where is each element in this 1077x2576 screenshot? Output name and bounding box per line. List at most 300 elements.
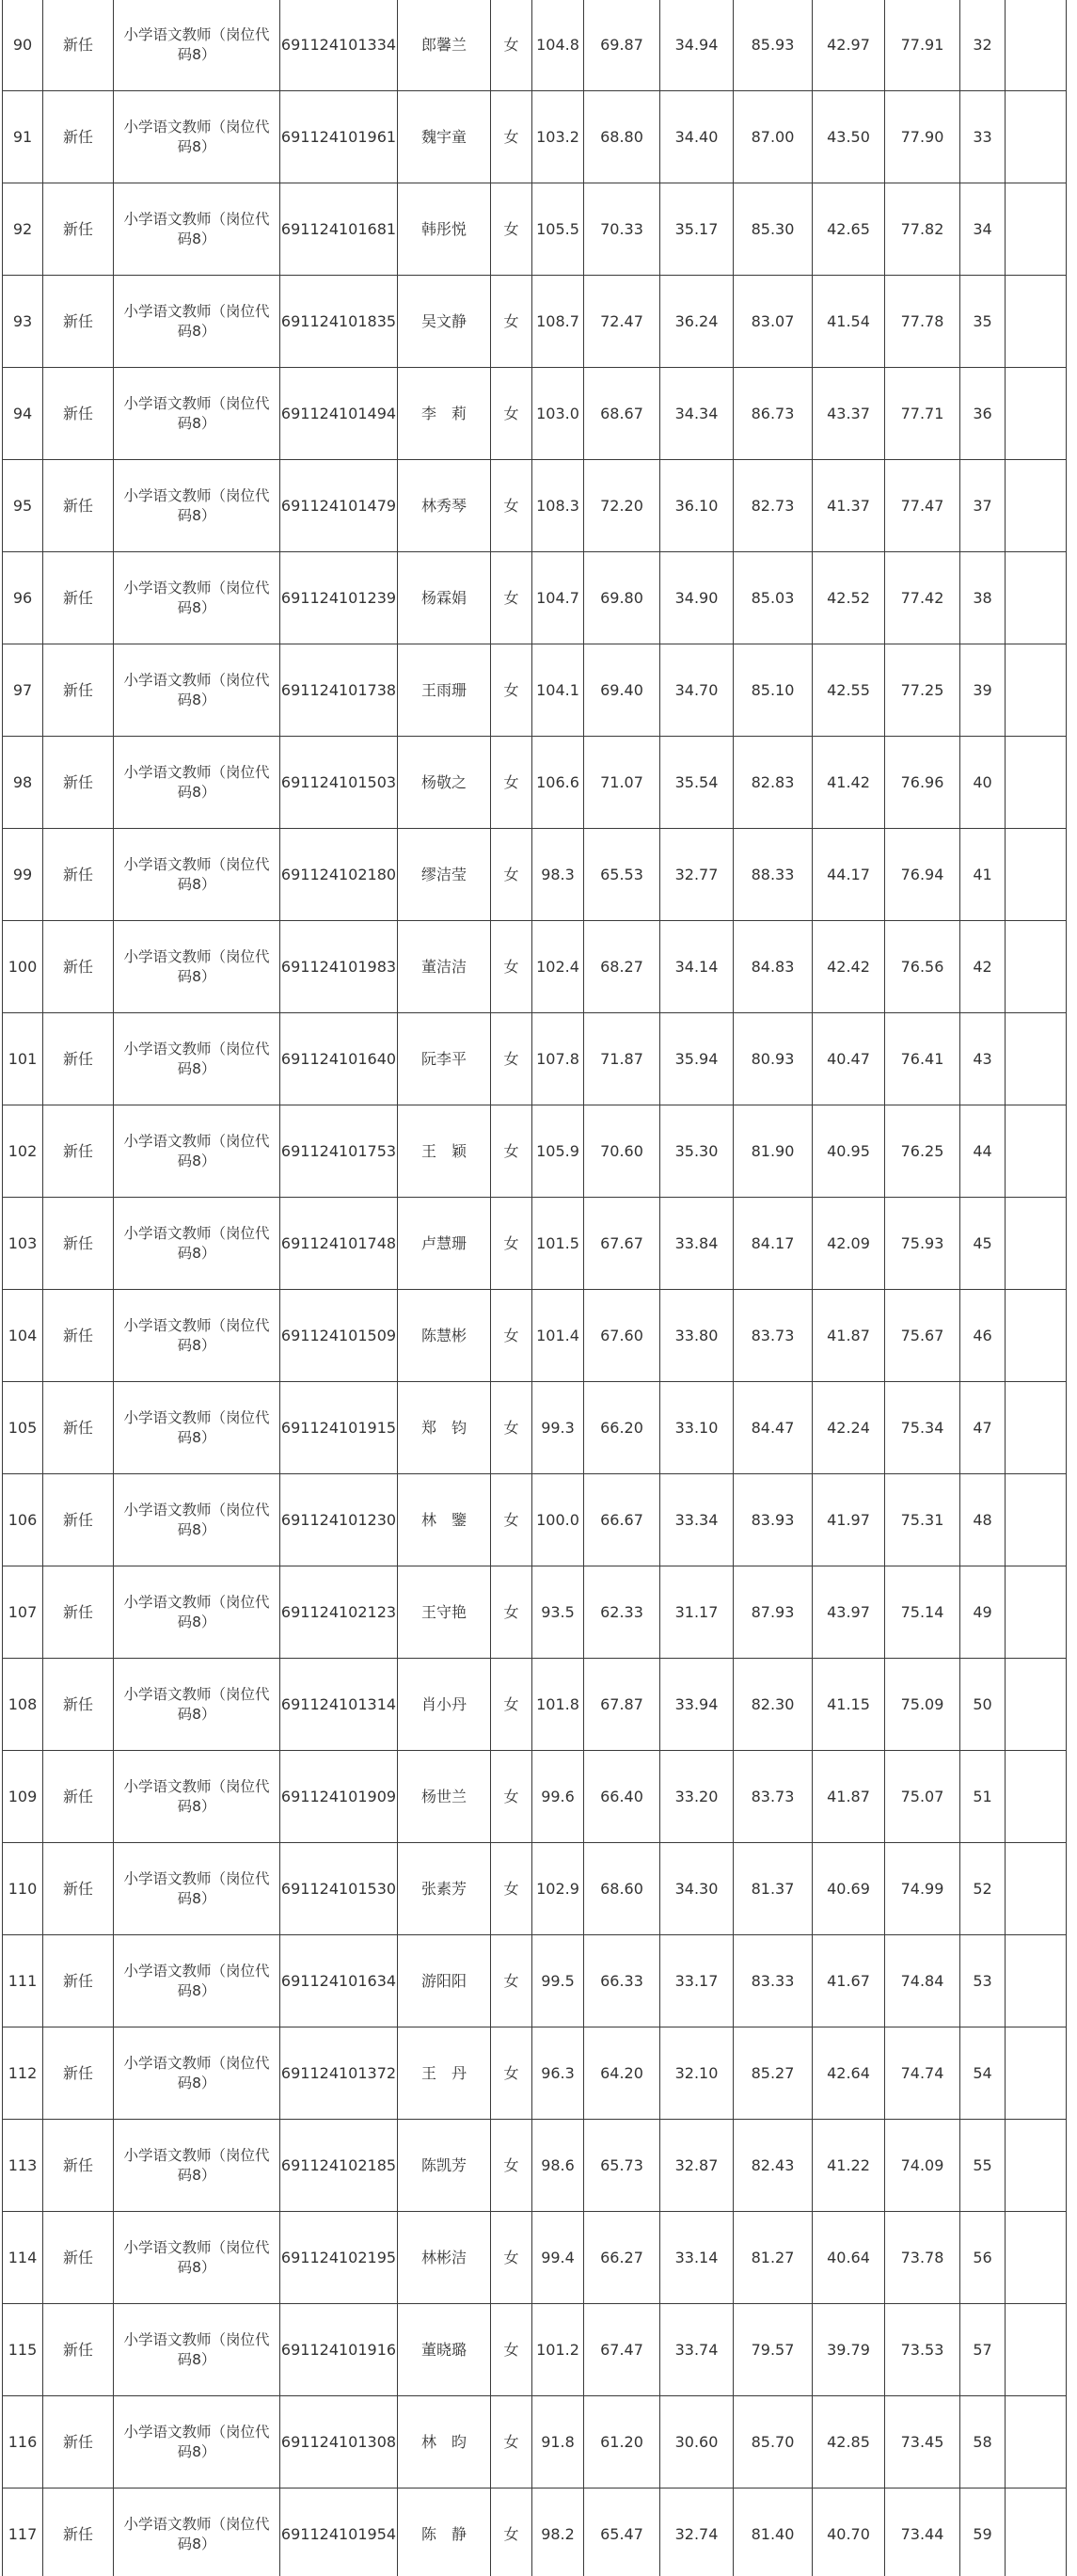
cell-position <box>114 1013 280 1105</box>
position-line-2: 码8） <box>177 1981 216 1999</box>
cell-interview: 83.73 <box>734 1751 813 1843</box>
cell-note <box>1006 1935 1067 2027</box>
cell-ticket-number: 691124101530 <box>280 1843 398 1935</box>
cell-written-weighted: 35.30 <box>660 1105 734 1198</box>
cell-written-converted: 67.60 <box>584 1290 660 1382</box>
cell-written-weighted: 35.17 <box>660 183 734 276</box>
cell-seq: 103 <box>3 1198 43 1290</box>
cell-ticket-number: 691124101983 <box>280 921 398 1013</box>
cell-interview-weighted: 41.87 <box>813 1751 885 1843</box>
cell-rank: 55 <box>960 2120 1006 2212</box>
cell-written-weighted: 34.90 <box>660 552 734 644</box>
cell-note <box>1006 1659 1067 1751</box>
cell-seq: 114 <box>3 2212 43 2304</box>
cell-total: 74.09 <box>885 2120 960 2212</box>
table-row <box>3 91 1067 183</box>
position-line-1: 小学语文教师（岗位代 <box>123 2238 270 2256</box>
cell-interview: 79.57 <box>734 2304 813 2396</box>
cell-written-raw: 105.9 <box>532 1105 584 1198</box>
cell-written-raw: 104.7 <box>532 552 584 644</box>
position-line-1: 小学语文教师（岗位代 <box>123 1593 270 1611</box>
cell-position <box>114 276 280 368</box>
cell-written-raw: 99.4 <box>532 2212 584 2304</box>
cell-type: 新任 <box>43 921 114 1013</box>
table-row <box>3 1935 1067 2027</box>
cell-written-weighted: 31.17 <box>660 1566 734 1659</box>
cell-written-raw: 98.2 <box>532 2489 584 2576</box>
cell-total: 77.25 <box>885 644 960 737</box>
cell-interview: 80.93 <box>734 1013 813 1105</box>
cell-position <box>114 2120 280 2212</box>
cell-total: 76.94 <box>885 829 960 921</box>
cell-interview: 85.10 <box>734 644 813 737</box>
cell-written-raw: 98.3 <box>532 829 584 921</box>
cell-seq: 101 <box>3 1013 43 1105</box>
position-line-2: 码8） <box>177 230 216 247</box>
cell-interview-weighted: 43.97 <box>813 1566 885 1659</box>
cell-interview-weighted: 42.24 <box>813 1382 885 1474</box>
cell-written-weighted: 34.94 <box>660 0 734 91</box>
cell-name: 张素芳 <box>398 1843 491 1935</box>
position-line-1: 小学语文教师（岗位代 <box>123 1316 270 1334</box>
cell-type: 新任 <box>43 1105 114 1198</box>
cell-type: 新任 <box>43 2396 114 2489</box>
cell-gender: 女 <box>491 2212 532 2304</box>
cell-gender: 女 <box>491 1474 532 1566</box>
cell-interview-weighted: 40.69 <box>813 1843 885 1935</box>
cell-position <box>114 737 280 829</box>
cell-type: 新任 <box>43 737 114 829</box>
cell-position <box>114 1290 280 1382</box>
cell-total: 74.84 <box>885 1935 960 2027</box>
cell-written-converted: 69.40 <box>584 644 660 737</box>
position-line-1: 小学语文教师（岗位代 <box>123 1224 270 1242</box>
cell-name: 陈凯芳 <box>398 2120 491 2212</box>
cell-note <box>1006 1843 1067 1935</box>
cell-name: 董晓璐 <box>398 2304 491 2396</box>
cell-note <box>1006 1105 1067 1198</box>
position-line-2: 码8） <box>177 1797 216 1815</box>
position-line-2: 码8） <box>177 506 216 524</box>
cell-total: 73.44 <box>885 2489 960 2576</box>
cell-written-converted: 68.67 <box>584 368 660 460</box>
cell-ticket-number: 691124101509 <box>280 1290 398 1382</box>
cell-gender: 女 <box>491 1566 532 1659</box>
cell-name: 卢慧珊 <box>398 1198 491 1290</box>
cell-type: 新任 <box>43 1843 114 1935</box>
cell-name: 阮李平 <box>398 1013 491 1105</box>
cell-position <box>114 1659 280 1751</box>
cell-rank: 41 <box>960 829 1006 921</box>
cell-gender: 女 <box>491 91 532 183</box>
cell-seq: 97 <box>3 644 43 737</box>
cell-seq: 91 <box>3 91 43 183</box>
cell-written-weighted: 34.34 <box>660 368 734 460</box>
cell-total: 77.42 <box>885 552 960 644</box>
cell-interview: 84.83 <box>734 921 813 1013</box>
cell-note <box>1006 0 1067 91</box>
cell-name: 游阳阳 <box>398 1935 491 2027</box>
table-row <box>3 2304 1067 2396</box>
cell-rank: 52 <box>960 1843 1006 1935</box>
table-row <box>3 2027 1067 2120</box>
cell-note <box>1006 1198 1067 1290</box>
cell-gender: 女 <box>491 183 532 276</box>
table-row <box>3 2212 1067 2304</box>
cell-note <box>1006 1751 1067 1843</box>
cell-gender: 女 <box>491 1659 532 1751</box>
cell-ticket-number: 691124101915 <box>280 1382 398 1474</box>
cell-written-converted: 68.60 <box>584 1843 660 1935</box>
cell-type: 新任 <box>43 0 114 91</box>
cell-written-raw: 102.9 <box>532 1843 584 1935</box>
cell-type: 新任 <box>43 368 114 460</box>
position-line-1: 小学语文教师（岗位代 <box>123 579 270 596</box>
cell-interview: 81.40 <box>734 2489 813 2576</box>
position-line-1: 小学语文教师（岗位代 <box>123 486 270 504</box>
position-line-1: 小学语文教师（岗位代 <box>123 394 270 412</box>
cell-name: 林彬洁 <box>398 2212 491 2304</box>
table-row <box>3 368 1067 460</box>
cell-ticket-number: 691124101479 <box>280 460 398 552</box>
cell-ticket-number: 691124102123 <box>280 1566 398 1659</box>
position-line-2: 码8） <box>177 1244 216 1262</box>
cell-rank: 35 <box>960 276 1006 368</box>
cell-note <box>1006 644 1067 737</box>
cell-interview: 83.93 <box>734 1474 813 1566</box>
cell-rank: 34 <box>960 183 1006 276</box>
cell-name: 王 丹 <box>398 2027 491 2120</box>
cell-written-weighted: 33.84 <box>660 1198 734 1290</box>
cell-seq: 98 <box>3 737 43 829</box>
cell-position <box>114 1566 280 1659</box>
cell-position <box>114 368 280 460</box>
position-line-1: 小学语文教师（岗位代 <box>123 671 270 689</box>
cell-note <box>1006 829 1067 921</box>
cell-written-raw: 101.2 <box>532 2304 584 2396</box>
position-line-1: 小学语文教师（岗位代 <box>123 2330 270 2348</box>
position-line-2: 码8） <box>177 1152 216 1169</box>
cell-rank: 58 <box>960 2396 1006 2489</box>
cell-interview: 87.00 <box>734 91 813 183</box>
cell-position <box>114 2304 280 2396</box>
position-line-2: 码8） <box>177 1520 216 1538</box>
position-line-2: 码8） <box>177 2074 216 2091</box>
cell-total: 75.67 <box>885 1290 960 1382</box>
cell-name: 林 鑒 <box>398 1474 491 1566</box>
cell-seq: 90 <box>3 0 43 91</box>
cell-seq: 105 <box>3 1382 43 1474</box>
cell-interview: 81.27 <box>734 2212 813 2304</box>
cell-ticket-number: 691124101835 <box>280 276 398 368</box>
cell-interview-weighted: 42.42 <box>813 921 885 1013</box>
cell-total: 76.56 <box>885 921 960 1013</box>
cell-ticket-number: 691124101308 <box>280 2396 398 2489</box>
cell-interview-weighted: 41.67 <box>813 1935 885 2027</box>
cell-written-raw: 99.3 <box>532 1382 584 1474</box>
cell-type: 新任 <box>43 1290 114 1382</box>
cell-total: 76.25 <box>885 1105 960 1198</box>
cell-rank: 43 <box>960 1013 1006 1105</box>
table-row <box>3 1843 1067 1935</box>
cell-type: 新任 <box>43 2489 114 2576</box>
cell-rank: 47 <box>960 1382 1006 1474</box>
cell-written-weighted: 32.74 <box>660 2489 734 2576</box>
cell-seq: 109 <box>3 1751 43 1843</box>
cell-written-raw: 100.0 <box>532 1474 584 1566</box>
cell-note <box>1006 2212 1067 2304</box>
cell-interview: 83.07 <box>734 276 813 368</box>
cell-position <box>114 2489 280 2576</box>
cell-type: 新任 <box>43 552 114 644</box>
cell-note <box>1006 1013 1067 1105</box>
cell-written-raw: 101.4 <box>532 1290 584 1382</box>
cell-interview-weighted: 42.55 <box>813 644 885 737</box>
cell-written-weighted: 35.54 <box>660 737 734 829</box>
cell-type: 新任 <box>43 1935 114 2027</box>
cell-rank: 48 <box>960 1474 1006 1566</box>
cell-note <box>1006 921 1067 1013</box>
position-line-2: 码8） <box>177 1336 216 1354</box>
table-row <box>3 0 1067 91</box>
cell-position <box>114 91 280 183</box>
cell-ticket-number: 691124101954 <box>280 2489 398 2576</box>
cell-total: 75.14 <box>885 1566 960 1659</box>
cell-rank: 33 <box>960 91 1006 183</box>
cell-type: 新任 <box>43 1751 114 1843</box>
cell-written-converted: 62.33 <box>584 1566 660 1659</box>
cell-type: 新任 <box>43 1474 114 1566</box>
cell-name: 吴文静 <box>398 276 491 368</box>
position-line-2: 码8） <box>177 2166 216 2184</box>
cell-ticket-number: 691124101372 <box>280 2027 398 2120</box>
cell-interview: 83.73 <box>734 1290 813 1382</box>
cell-name: 李 莉 <box>398 368 491 460</box>
cell-type: 新任 <box>43 1566 114 1659</box>
cell-written-weighted: 33.10 <box>660 1382 734 1474</box>
cell-rank: 54 <box>960 2027 1006 2120</box>
table-row <box>3 1474 1067 1566</box>
cell-written-raw: 101.8 <box>532 1659 584 1751</box>
cell-note <box>1006 1474 1067 1566</box>
cell-rank: 36 <box>960 368 1006 460</box>
cell-position <box>114 644 280 737</box>
cell-interview: 85.03 <box>734 552 813 644</box>
cell-written-converted: 66.40 <box>584 1751 660 1843</box>
table-row <box>3 183 1067 276</box>
position-line-1: 小学语文教师（岗位代 <box>123 302 270 320</box>
cell-name: 魏宇童 <box>398 91 491 183</box>
cell-name: 杨世兰 <box>398 1751 491 1843</box>
cell-written-weighted: 32.10 <box>660 2027 734 2120</box>
position-line-2: 码8） <box>177 598 216 616</box>
cell-written-weighted: 34.70 <box>660 644 734 737</box>
cell-gender: 女 <box>491 1105 532 1198</box>
position-line-1: 小学语文教师（岗位代 <box>123 1040 270 1057</box>
cell-written-weighted: 33.34 <box>660 1474 734 1566</box>
cell-written-raw: 104.8 <box>532 0 584 91</box>
cell-seq: 112 <box>3 2027 43 2120</box>
cell-written-raw: 96.3 <box>532 2027 584 2120</box>
position-line-2: 码8） <box>177 2350 216 2368</box>
cell-written-converted: 71.87 <box>584 1013 660 1105</box>
cell-interview: 81.90 <box>734 1105 813 1198</box>
cell-written-converted: 71.07 <box>584 737 660 829</box>
cell-position <box>114 1198 280 1290</box>
cell-gender: 女 <box>491 276 532 368</box>
cell-ticket-number: 691124101738 <box>280 644 398 737</box>
cell-total: 75.07 <box>885 1751 960 1843</box>
cell-note <box>1006 1566 1067 1659</box>
cell-position <box>114 460 280 552</box>
cell-gender: 女 <box>491 644 532 737</box>
cell-interview: 84.17 <box>734 1198 813 1290</box>
cell-interview: 87.93 <box>734 1566 813 1659</box>
cell-name: 王雨珊 <box>398 644 491 737</box>
cell-gender: 女 <box>491 2396 532 2489</box>
table-row <box>3 2396 1067 2489</box>
cell-total: 77.91 <box>885 0 960 91</box>
cell-written-raw: 102.4 <box>532 921 584 1013</box>
position-line-1: 小学语文教师（岗位代 <box>123 25 270 43</box>
position-line-1: 小学语文教师（岗位代 <box>123 210 270 228</box>
cell-written-weighted: 33.20 <box>660 1751 734 1843</box>
cell-interview-weighted: 40.70 <box>813 2489 885 2576</box>
table-row <box>3 460 1067 552</box>
cell-type: 新任 <box>43 1382 114 1474</box>
cell-ticket-number: 691124101230 <box>280 1474 398 1566</box>
cell-type: 新任 <box>43 183 114 276</box>
cell-total: 76.96 <box>885 737 960 829</box>
cell-rank: 59 <box>960 2489 1006 2576</box>
cell-total: 76.41 <box>885 1013 960 1105</box>
cell-written-raw: 91.8 <box>532 2396 584 2489</box>
table-row <box>3 644 1067 737</box>
cell-type: 新任 <box>43 644 114 737</box>
cell-interview-weighted: 42.64 <box>813 2027 885 2120</box>
position-line-2: 码8） <box>177 322 216 340</box>
cell-seq: 113 <box>3 2120 43 2212</box>
position-line-2: 码8） <box>177 1889 216 1907</box>
table-row <box>3 2120 1067 2212</box>
cell-name: 林 昀 <box>398 2396 491 2489</box>
score-table-body <box>3 0 1067 2576</box>
cell-name: 缪洁莹 <box>398 829 491 921</box>
cell-written-converted: 72.47 <box>584 276 660 368</box>
cell-written-converted: 65.53 <box>584 829 660 921</box>
cell-interview-weighted: 41.42 <box>813 737 885 829</box>
cell-ticket-number: 691124101334 <box>280 0 398 91</box>
cell-type: 新任 <box>43 2120 114 2212</box>
cell-rank: 37 <box>960 460 1006 552</box>
cell-written-weighted: 33.80 <box>660 1290 734 1382</box>
cell-position <box>114 1382 280 1474</box>
cell-interview: 82.43 <box>734 2120 813 2212</box>
cell-position <box>114 1843 280 1935</box>
cell-note <box>1006 2304 1067 2396</box>
cell-rank: 50 <box>960 1659 1006 1751</box>
cell-written-raw: 101.5 <box>532 1198 584 1290</box>
table-row <box>3 1290 1067 1382</box>
cell-ticket-number: 691124101681 <box>280 183 398 276</box>
cell-name: 林秀琴 <box>398 460 491 552</box>
cell-note <box>1006 2396 1067 2489</box>
table-row <box>3 276 1067 368</box>
cell-written-converted: 61.20 <box>584 2396 660 2489</box>
cell-interview-weighted: 41.54 <box>813 276 885 368</box>
cell-written-converted: 70.60 <box>584 1105 660 1198</box>
position-line-1: 小学语文教师（岗位代 <box>123 947 270 965</box>
cell-type: 新任 <box>43 276 114 368</box>
cell-gender: 女 <box>491 552 532 644</box>
cell-total: 77.82 <box>885 183 960 276</box>
cell-interview-weighted: 41.22 <box>813 2120 885 2212</box>
cell-name: 陈慧彬 <box>398 1290 491 1382</box>
cell-interview: 85.30 <box>734 183 813 276</box>
cell-written-weighted: 33.14 <box>660 2212 734 2304</box>
cell-name: 郑 钧 <box>398 1382 491 1474</box>
cell-written-converted: 67.47 <box>584 2304 660 2396</box>
cell-written-converted: 66.20 <box>584 1382 660 1474</box>
cell-ticket-number: 691124101503 <box>280 737 398 829</box>
cell-gender: 女 <box>491 0 532 91</box>
cell-ticket-number: 691124101916 <box>280 2304 398 2396</box>
cell-position <box>114 1105 280 1198</box>
cell-gender: 女 <box>491 737 532 829</box>
cell-name: 陈 静 <box>398 2489 491 2576</box>
cell-written-weighted: 33.17 <box>660 1935 734 2027</box>
cell-gender: 女 <box>491 2120 532 2212</box>
cell-ticket-number: 691124101634 <box>280 1935 398 2027</box>
cell-note <box>1006 2027 1067 2120</box>
position-line-2: 码8） <box>177 137 216 155</box>
cell-total: 73.45 <box>885 2396 960 2489</box>
position-line-1: 小学语文教师（岗位代 <box>123 2515 270 2533</box>
cell-gender: 女 <box>491 1013 532 1105</box>
cell-total: 75.34 <box>885 1382 960 1474</box>
cell-seq: 92 <box>3 183 43 276</box>
cell-written-raw: 108.7 <box>532 276 584 368</box>
cell-ticket-number: 691124102180 <box>280 829 398 921</box>
cell-gender: 女 <box>491 460 532 552</box>
cell-ticket-number: 691124101961 <box>280 91 398 183</box>
cell-written-weighted: 35.94 <box>660 1013 734 1105</box>
position-line-2: 码8） <box>177 2258 216 2276</box>
cell-rank: 49 <box>960 1566 1006 1659</box>
position-line-1: 小学语文教师（岗位代 <box>123 763 270 781</box>
cell-interview-weighted: 40.47 <box>813 1013 885 1105</box>
position-line-2: 码8） <box>177 1428 216 1446</box>
cell-gender: 女 <box>491 2489 532 2576</box>
table-row <box>3 1659 1067 1751</box>
cell-seq: 107 <box>3 1566 43 1659</box>
position-line-1: 小学语文教师（岗位代 <box>123 1408 270 1426</box>
cell-gender: 女 <box>491 1751 532 1843</box>
cell-interview-weighted: 40.95 <box>813 1105 885 1198</box>
cell-total: 75.09 <box>885 1659 960 1751</box>
cell-rank: 44 <box>960 1105 1006 1198</box>
cell-written-weighted: 33.94 <box>660 1659 734 1751</box>
cell-written-weighted: 30.60 <box>660 2396 734 2489</box>
cell-position <box>114 1751 280 1843</box>
cell-note <box>1006 183 1067 276</box>
cell-interview-weighted: 42.09 <box>813 1198 885 1290</box>
cell-rank: 46 <box>960 1290 1006 1382</box>
cell-position <box>114 1474 280 1566</box>
cell-written-raw: 99.5 <box>532 1935 584 2027</box>
cell-gender: 女 <box>491 1935 532 2027</box>
cell-rank: 53 <box>960 1935 1006 2027</box>
